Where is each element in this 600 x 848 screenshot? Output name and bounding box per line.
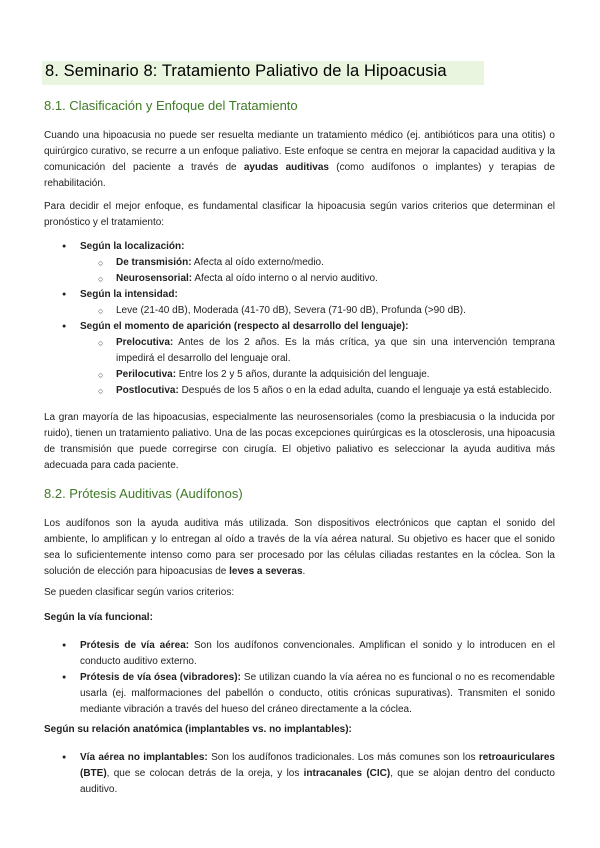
item-label: Prótesis de vía ósea (vibradores): — [80, 672, 241, 683]
criterion-intensidad: Según la intensidad: — [80, 289, 178, 300]
item-text: Leve (21-40 dB), Moderada (41-70 dB), Severa (71-90 dB), Profunda (>90 dB). — [116, 305, 466, 316]
paragraph-clasificar: Se pueden clasificar según varios criterios: — [44, 587, 235, 598]
item-bold: intracanales (CIC) — [303, 768, 391, 779]
list-item — [116, 271, 555, 287]
criterion-localizacion: Según la localización: — [80, 241, 185, 252]
paragraph-intro — [44, 128, 555, 192]
intro-text-a: Cuando una hipoacusia no puede ser resuelta mediante un tratamiento médico (ej. antibióticos para una otitis) o quirúrgico curativo, se recurre a un enfoque paliativo. Este enfoque se centra en mejorar la capacidad auditiva y la comunicación del paciente a través de — [44, 130, 555, 173]
list-item — [0, 287, 555, 319]
item-text: Se utilizan cuando la vía aérea no es funcional o no es recomendable usarla (ej. malformaciones del pabellón o conducto, otitis crónicas supurativas). Transmiten el sonido mediante vibración a través del hueso del cráneo directamente a la cóclea. — [80, 672, 555, 715]
paragraph-criteria-intro: Para decidir el mejor enfoque, es fundamental clasificar la hipoacusia según varios criterios que determinan el pronóstico y el tratamiento: — [44, 201, 555, 228]
list-item — [0, 750, 555, 798]
section-heading-8-1: 8.1. Clasificación y Enfoque del Tratamiento — [44, 98, 298, 113]
list-item — [116, 383, 555, 399]
list-item — [116, 303, 555, 319]
subheading-via-funcional: Según la vía funcional: — [44, 612, 153, 623]
sublist-localizacion — [80, 255, 555, 287]
item-label: Prelocutiva: — [116, 337, 174, 348]
criteria-list — [0, 239, 555, 399]
relacion-list — [0, 750, 555, 798]
item-label: Prótesis de vía aérea: — [80, 640, 190, 651]
list-item — [116, 367, 555, 383]
item-text: , que se alojan dentro del conducto auditivo. — [80, 768, 555, 795]
item-label: Neurosensorial: — [116, 273, 193, 284]
list-item — [116, 335, 555, 367]
intro-text-c: (como audífonos o implantes) y terapias de rehabilitación. — [44, 162, 555, 189]
subheading-relacion-anatomica: Según su relación anatómica (implantables vs. no implantables): — [44, 724, 352, 735]
item-text: , que se colocan detrás de la oreja, y los — [106, 768, 304, 779]
sublist-momento — [80, 335, 555, 399]
item-label: De transmisión: — [116, 257, 192, 268]
audifonos-text-a: Los audífonos son la ayuda auditiva más utilizada. Son dispositivos electrónicos que captan el sonido del ambiente, lo amplifican y lo entregan al oído a través de la vía aérea natural. Su objetivo es hacer que el sonido sea lo suficientemente intenso como para ser procesado por las células ciliadas restantes en la cóclea. Son la solución de elección para hipoacusias de — [44, 518, 555, 577]
list-item — [0, 670, 555, 718]
item-text: Son los audífonos convencionales. Amplifican el sonido y lo introducen en el conducto auditivo externo. — [80, 640, 555, 667]
paragraph-paliativo: La gran mayoría de las hipoacusias, especialmente las neurosensoriales (como la presbiacusia o la inducida por ruido), tienen un tratamiento paliativo. Una de las pocas excepciones quirúrgicas es la otosclerosis, una hipoacusia de transmisión que puede corregirse con cirugía. El objetivo paliativo es seleccionar la ayuda auditiva más adecuada para cada paciente. — [44, 412, 555, 471]
via-list — [0, 638, 555, 718]
item-text: Antes de los 2 años. Es la más crítica, ya que sin una intervención temprana impedirá el desarrollo del lenguaje oral. — [116, 337, 555, 364]
criterion-momento: Según el momento de aparición (respecto al desarrollo del lenguaje): — [80, 321, 409, 332]
list-item — [116, 255, 555, 271]
item-label: Perilocutiva: — [116, 369, 177, 380]
audifonos-text-c: . — [302, 566, 306, 577]
item-text: Afecta al oído interno o al nervio auditivo. — [192, 273, 378, 284]
section-heading-8-2: 8.2. Prótesis Auditivas (Audífonos) — [44, 486, 243, 501]
item-label: Vía aérea no implantables: — [80, 752, 208, 763]
item-text: Afecta al oído externo/medio. — [191, 257, 324, 268]
item-text: Entre los 2 y 5 años, durante la adquisición del lenguaje. — [176, 369, 430, 380]
item-bold: retroauriculares (BTE) — [80, 752, 555, 779]
audifonos-text-bold: leves a severas — [229, 566, 303, 577]
list-item — [0, 638, 555, 670]
list-item — [0, 319, 555, 399]
paragraph-audifonos — [44, 516, 555, 580]
item-label: Postlocutiva: — [116, 385, 179, 396]
item-text: Después de los 5 años o en la edad adulta, cuando el lenguaje ya está establecido. — [178, 385, 552, 396]
page-title: 8. Seminario 8: Tratamiento Paliativo de la Hipoacusia — [45, 62, 447, 80]
item-text: Son los audífonos tradicionales. Los más comunes son los — [207, 752, 479, 763]
list-item — [0, 239, 555, 287]
intro-text-bold: ayudas auditivas — [243, 162, 329, 173]
sublist-intensidad — [80, 303, 555, 319]
